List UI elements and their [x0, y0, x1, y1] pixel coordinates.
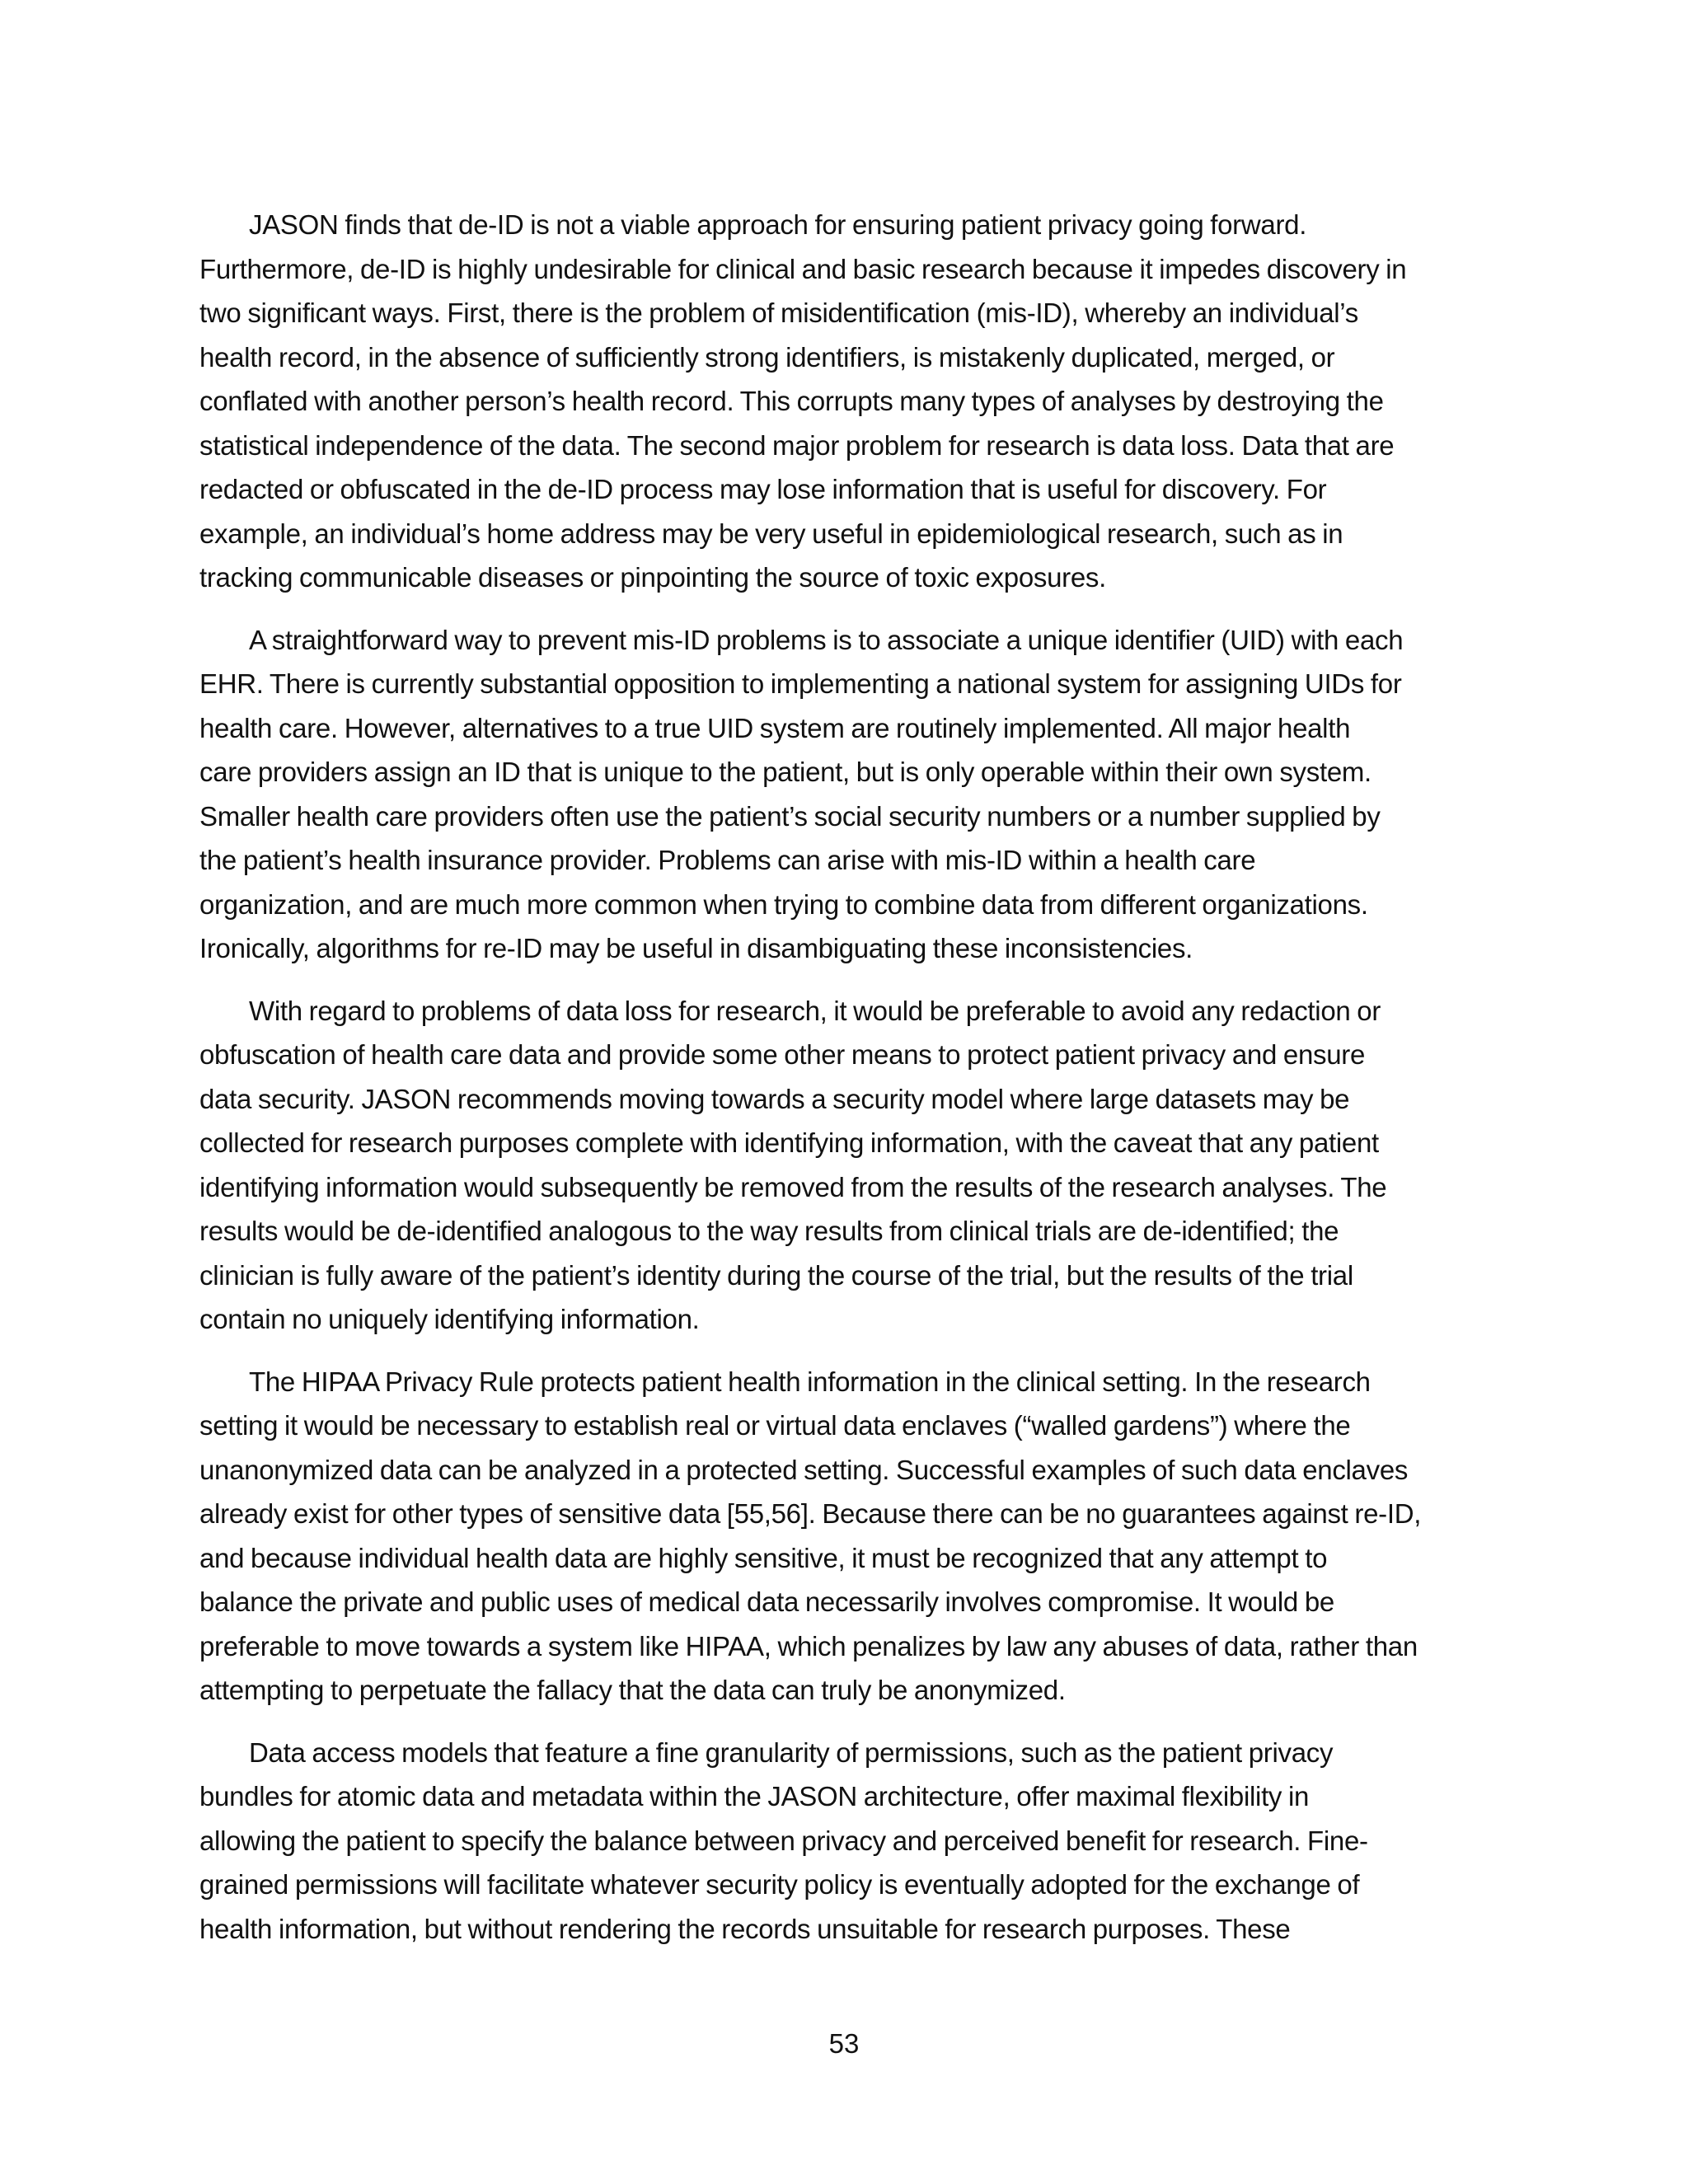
paragraph-4 — [199, 1360, 1495, 1713]
text-line: JASON finds that de-ID is not a viable approach for ensuring patient privacy going forward. — [249, 209, 1307, 240]
text-line: EHR. There is currently substantial opposition to implementing a national system for assigning UIDs for — [199, 668, 1402, 699]
text-line: tracking communicable diseases or pinpointing the source of toxic exposures. — [199, 562, 1106, 593]
text-line: bundles for atomic data and metadata within the JASON architecture, offer maximal flexibility in — [199, 1781, 1310, 1811]
text-line: obfuscation of health care data and provide some other means to protect patient privacy and ensure — [199, 1039, 1365, 1070]
body-text — [199, 203, 1495, 1969]
text-line: allowing the patient to specify the balance between privacy and perceived benefit for research. Fine- — [199, 1825, 1368, 1856]
text-line: clinician is fully aware of the patient’s identity during the course of the trial, but the results of the trial — [199, 1259, 1353, 1291]
text-line: Smaller health care providers often use the patient’s social security numbers or a number supplied by — [199, 800, 1381, 832]
paragraph-2 — [199, 618, 1495, 971]
text-line: conflated with another person’s health record. This corrupts many types of analyses by destroying the — [199, 386, 1384, 416]
text-line: A straightforward way to prevent mis-ID problems is to associate a unique identifier (UID) with each — [249, 624, 1404, 655]
text-line: preferable to move towards a system like HIPAA, which penalizes by law any abuses of data, rather than — [199, 1630, 1418, 1661]
text-line: organization, and are much more common when trying to combine data from different organizations. — [199, 888, 1368, 920]
text-line: Furthermore, de-ID is highly undesirable for clinical and basic research because it impedes discovery in — [199, 253, 1407, 284]
text-line: health record, in the absence of sufficiently strong identifiers, is mistakenly duplicated, merged, or — [199, 341, 1335, 373]
paragraph-1 — [199, 203, 1495, 600]
text-line: data security. JASON recommends moving towards a security model where large datasets may be — [199, 1083, 1350, 1114]
text-line: balance the private and public uses of medical data necessarily involves compromise. It would be — [199, 1586, 1334, 1617]
text-line: unanonymized data can be analyzed in a protected setting. Successful examples of such data enclaves — [199, 1454, 1409, 1485]
text-line: results would be de-identified analogous to the way results from clinical trials are de-identified; the — [199, 1216, 1339, 1246]
paragraph-5 — [199, 1731, 1495, 1952]
text-line: already exist for other types of sensitive data [55,56]. Because there can be no guarantees against re-ID, — [199, 1498, 1422, 1529]
text-line: and because individual health data are highly sensitive, it must be recognized that any attempt to — [199, 1542, 1328, 1573]
text-line: setting it would be necessary to establish real or virtual data enclaves (“walled gardens”) where the — [199, 1410, 1351, 1441]
text-line: health information, but without rendering the records unsuitable for research purposes. These — [199, 1913, 1291, 1944]
text-line: two significant ways. First, there is the problem of misidentification (mis-ID), whereby an individual’s — [199, 298, 1358, 328]
text-line: With regard to problems of data loss for research, it would be preferable to avoid any redaction or — [249, 995, 1381, 1026]
text-line: attempting to perpetuate the fallacy that the data can truly be anonymized. — [199, 1675, 1066, 1705]
page-number: 53 — [828, 2028, 860, 2059]
text-line: care providers assign an ID that is unique to the patient, but is only operable within their own system. — [199, 757, 1372, 787]
text-line: the patient’s health insurance provider. Problems can arise with mis-ID within a health care — [199, 845, 1256, 875]
text-line: grained permissions will facilitate whatever security policy is eventually adopted for the exchange of — [199, 1869, 1360, 1900]
text-line: identifying information would subsequently be removed from the results of the research analyses. The — [199, 1171, 1387, 1202]
text-line: health care. However, alternatives to a true UID system are routinely implemented. All major health — [199, 712, 1351, 743]
text-line: contain no uniquely identifying information. — [199, 1304, 700, 1334]
text-line: Data access models that feature a fine granularity of permissions, such as the patient privacy — [249, 1736, 1334, 1768]
text-line: redacted or obfuscated in the de-ID process may lose information that is useful for discovery. For — [199, 474, 1327, 504]
text-line: example, an individual’s home address may be very useful in epidemiological research, such as in — [199, 518, 1343, 549]
text-line: Ironically, algorithms for re-ID may be useful in disambiguating these inconsistencies. — [199, 933, 1193, 963]
text-line: statistical independence of the data. The second major problem for research is data loss. Data that are — [199, 429, 1395, 461]
paragraph-3 — [199, 989, 1495, 1342]
text-line: collected for research purposes complete with identifying information, with the caveat that any patient — [199, 1127, 1379, 1158]
text-line: The HIPAA Privacy Rule protects patient health information in the clinical setting. In the research — [249, 1366, 1371, 1397]
